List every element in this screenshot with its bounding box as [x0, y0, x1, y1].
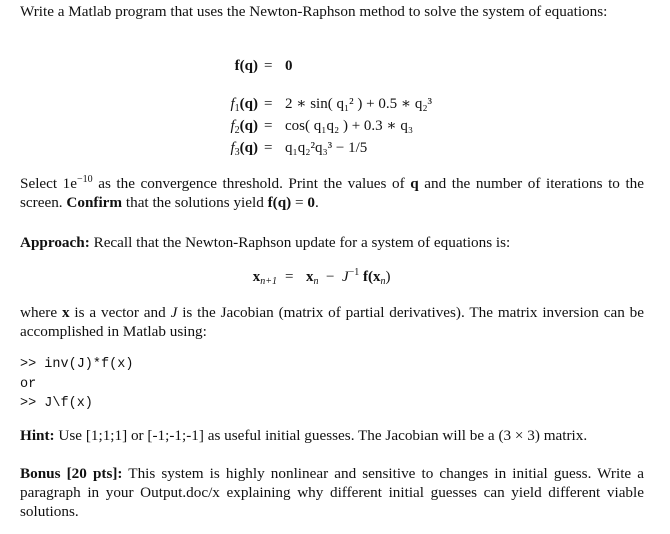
- code-line-inv: >> inv(J)*f(x): [20, 357, 134, 372]
- f2-lhs: $f_2(q)$: [230, 118, 258, 136]
- hint-paragraph: Hint: Use [1;1;1] or [-1;-1;-1] as useful initial guesses. The Jacobian will be a (3 × 3) matrix.: [20, 427, 588, 444]
- intro-paragraph: Write a Matlab program that uses the Newton-Raphson method to solve the system of equations:: [20, 3, 608, 20]
- update-rhs: $x_n - J^{-1}$ $f(x_n)$: [306, 267, 391, 287]
- f3-lhs: $f_3(q)$: [230, 140, 258, 158]
- f2-eq-sign: =: [264, 118, 273, 134]
- f3-rhs: q₁q₂²q₃³ − 1/5: [285, 140, 368, 156]
- equation-f2: [0, 117, 670, 137]
- update-lhs: $x_{n+1}$: [252, 269, 277, 287]
- threshold-paragraph: Select $1e^{-10}$ as the convergence threshold. Print the values of q and the number of iterations to the screen. Confirm that the solutions yield f(q) = 0.: [20, 174, 644, 211]
- main-lhs: f(q): [234, 58, 258, 74]
- update-eq-sign: =: [285, 269, 294, 285]
- main-rhs: 0: [285, 58, 293, 74]
- code-line-backslash: >> J\f(x): [20, 396, 93, 411]
- approach-paragraph: Approach: Recall that the Newton-Raphson update for a system of equations is:: [20, 234, 511, 251]
- equation-f1: [0, 95, 670, 115]
- equation-f3: [0, 139, 670, 159]
- where-paragraph: where x is a vector and J is the Jacobian (matrix of partial derivatives). The matrix inversion can be accomplished in Matlab using:: [20, 304, 644, 340]
- f1-lhs: $f_1(q)$: [230, 96, 258, 114]
- f2-rhs: cos( q₁q₂ ) + 0.3 ∗ q₃: [285, 118, 414, 134]
- bonus-paragraph: Bonus [20 pts]: This system is highly nonlinear and sensitive to changes in initial guess. Write a paragraph in your Output.doc/x explaining why different initial guesses can yield different viable solutions.: [20, 465, 644, 520]
- f1-eq-sign: =: [264, 96, 273, 112]
- f3-eq-sign: =: [264, 140, 273, 156]
- f1-rhs: 2 ∗ sin( q₁² ) + 0.5 ∗ q₂³: [285, 96, 433, 112]
- main-eq-sign: =: [264, 58, 273, 74]
- code-or: or: [20, 377, 37, 392]
